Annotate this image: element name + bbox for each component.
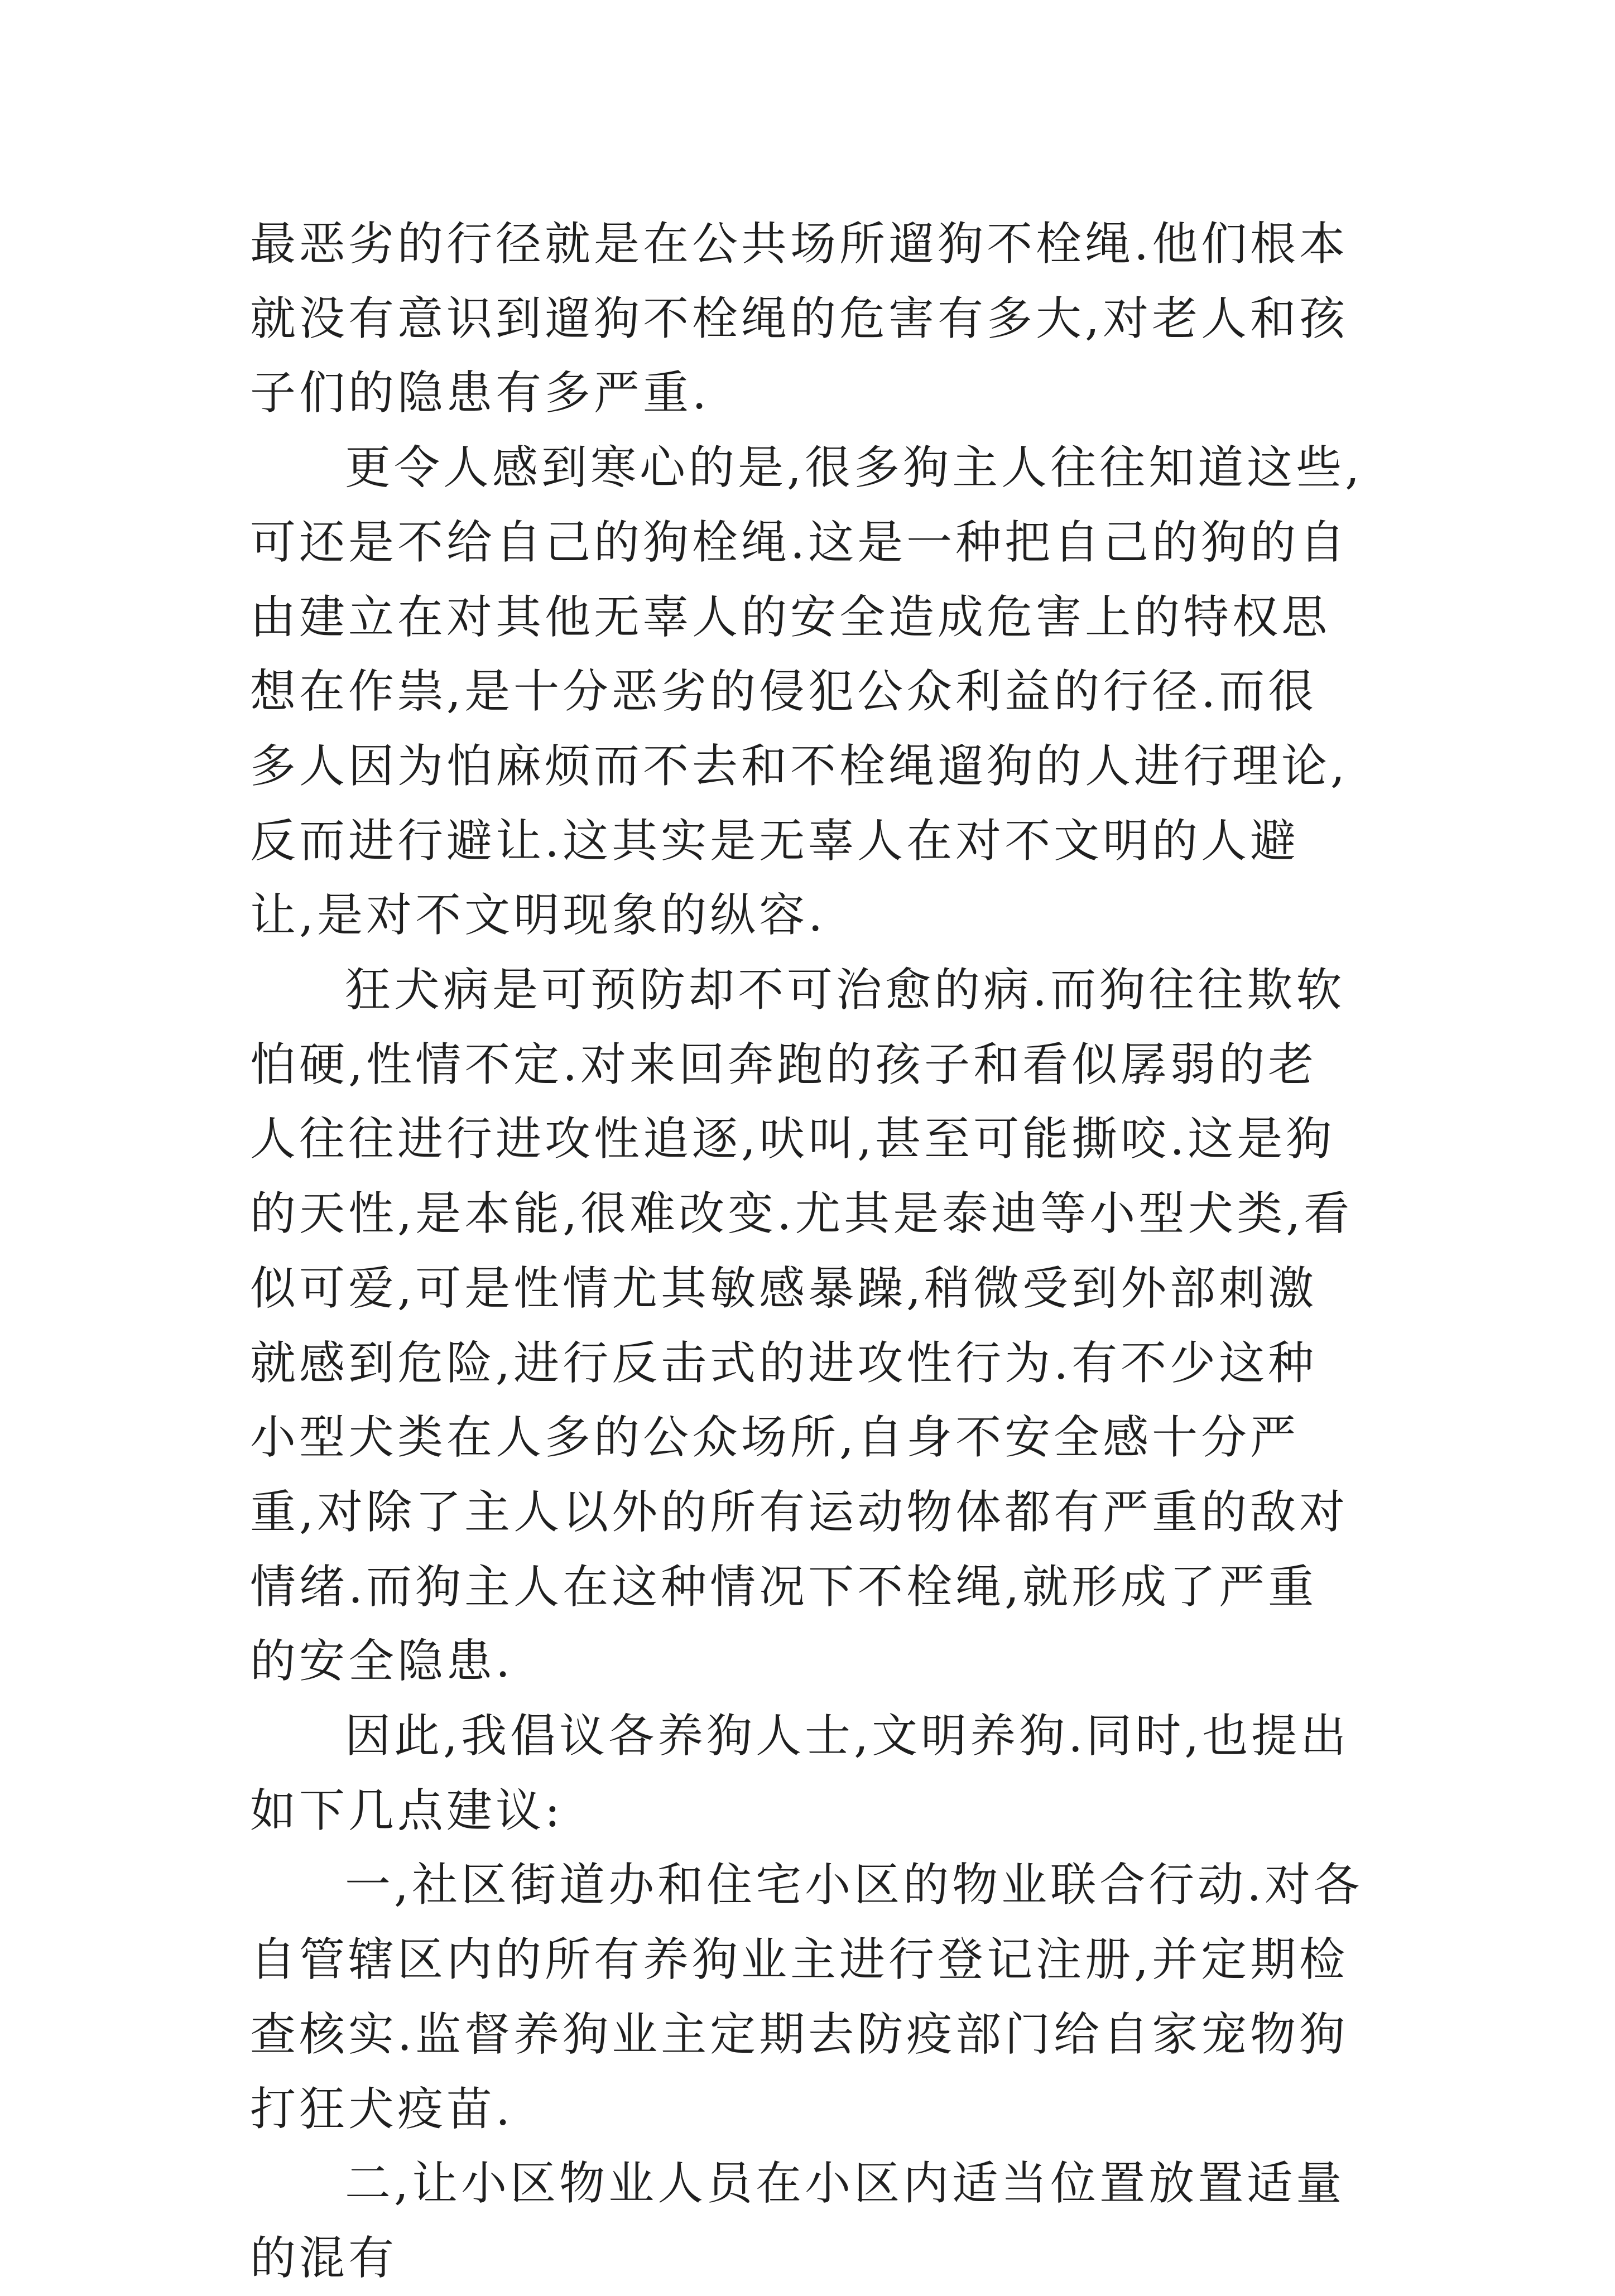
paragraph-2: 更令人感到寒心的是,很多狗主人往往知道这些,可还是不给自己的狗栓绳.这是一种把自己的狗的自由建立在对其他无辜人的安全造成危害上的特权思想在作祟,是十分恶劣的侵犯公众利益的行径.而很多人因为怕麻烦而不去和不栓绳遛狗的人进行理论,反而进行避让.这其实是无辜人在对不文明的人避让,是对不文明现象的纵容. xyxy=(250,441,1363,942)
paragraph-3: 狂犬病是可预防却不可治愈的病.而狗往往欺软怕硬,性情不定.对来回奔跑的孩子和看似孱弱的老人往往进行进攻性追逐,吠叫,甚至可能撕咬.这是狗的天性,是本能,很难改变.尤其是泰迪等小型犬类,看似可爱,可是性情尤其敏感暴躁,稍微受到外部刺激就感到危险,进行反击式的进攻性行为.有不少这种小型犬类在人多的公众场所,自身不安全感十分严重,对除了主人以外的所有运动物体都有严重的敌对情绪.而狗主人在这种情况下不栓绳,就形成了严重的安全隐患. xyxy=(250,964,1353,1688)
paragraph-5: 一,社区街道办和住宅小区的物业联合行动.对各自管辖区内的所有养狗业主进行登记注册,并定期检查核实.监督养狗业主定期去防疫部门给自家宠物狗打狂犬疫苗. xyxy=(250,1859,1363,2136)
paragraph-1: 最恶劣的行径就是在公共场所遛狗不栓绳.他们根本就没有意识到遛狗不栓绳的危害有多大,对老人和孩子们的隐患有多严重. xyxy=(250,218,1349,420)
document-body xyxy=(250,207,1366,2296)
paragraph-4: 因此,我倡议各养狗人士,文明养狗.同时,也提出如下几点建议: xyxy=(250,1710,1350,1837)
paragraph-6: 二,让小区物业人员在小区内适当位置放置适量的混有 xyxy=(250,2157,1345,2285)
